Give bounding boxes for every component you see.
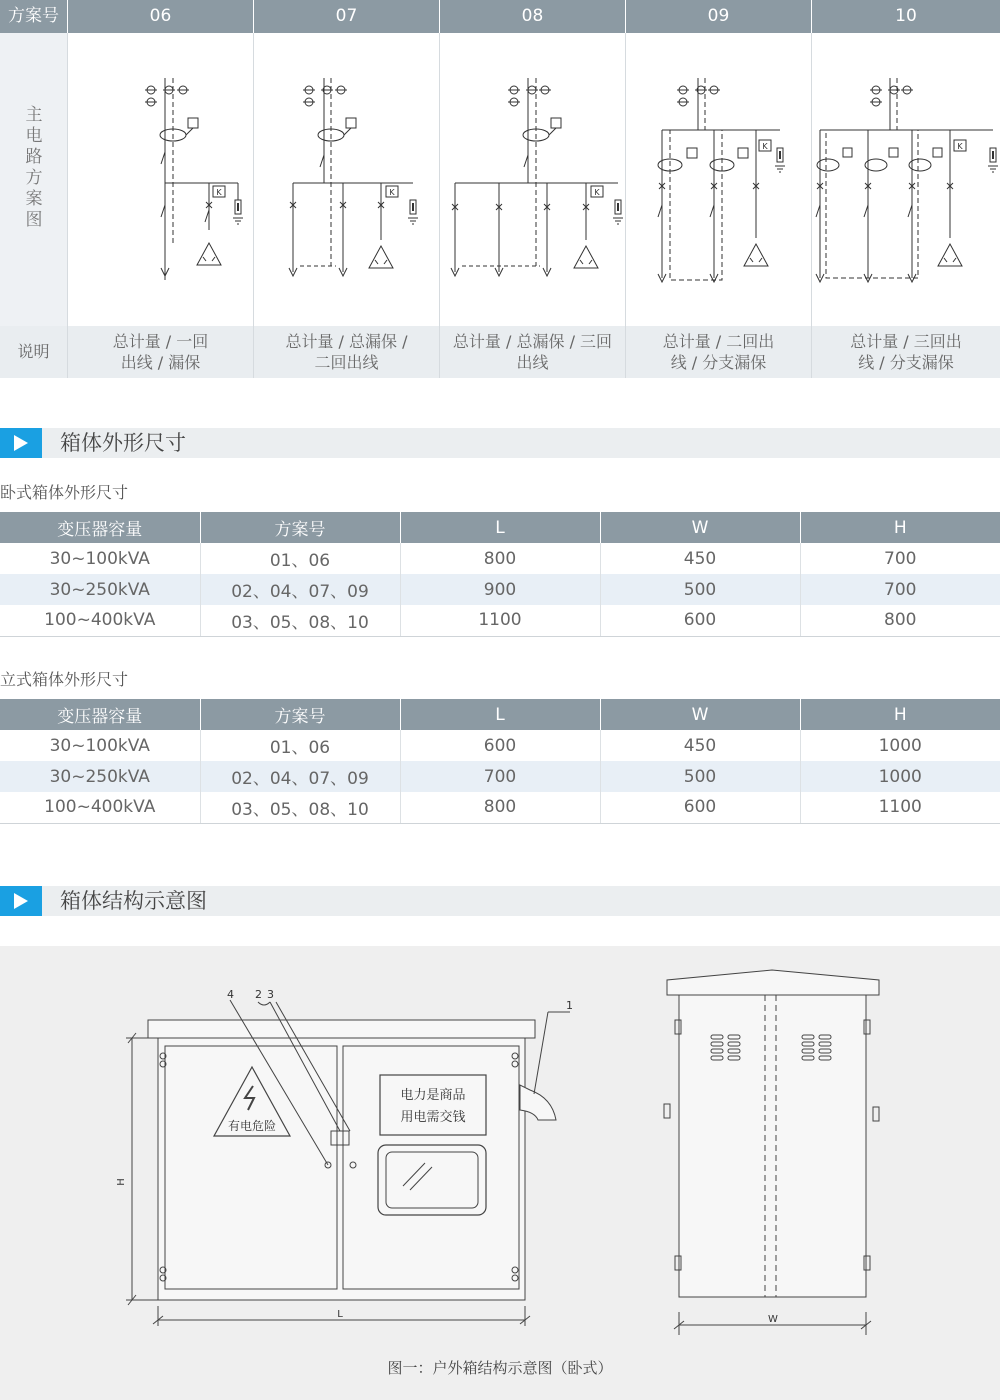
desc-line: 二回出线 [314,353,379,372]
dim-label-h: H [116,1178,127,1186]
scheme-no-10: 10 [812,0,1000,33]
table-cell: 900 [400,574,600,605]
cabinet-side-view [664,970,879,1335]
circuit-08 [451,78,623,276]
circuit-06 [145,78,243,280]
table-row [0,761,1000,792]
table-cell: 700 [884,548,917,569]
table-cell: 03、05、08、10 [200,605,400,636]
callout-2: 2 [255,988,262,1001]
sign-line-1: 电力是商品 [400,1088,466,1103]
table-cell: 02、04、07、09 [200,761,400,792]
col-header: W [600,512,800,543]
table-cell: 1100 [400,605,600,636]
table-cell: 600 [600,605,800,636]
desc-line: 出线 / 漏保 [120,353,201,372]
sign-line-2: 用电需交钱 [400,1110,466,1125]
table-cell: 800 [400,543,600,574]
table-cell: 03、05、08、10 [200,792,400,823]
col-header: W [600,699,800,730]
desc-line: 出线 [516,353,549,372]
scheme-desc-07 [254,326,439,378]
play-icon [0,428,42,458]
table-cell: 100~400kVA [0,605,200,636]
table-cell: 500 [600,761,800,792]
section-header-dimensions [0,428,1000,458]
table-cell: 450 [600,730,800,761]
circuit-07 [289,78,418,276]
callout-1: 1 [566,999,573,1012]
table-cell: 30~100kVA [0,730,200,761]
callout-4: 4 [227,988,234,1001]
relay-k: K [216,188,222,197]
vertical-box-title: 立式箱体外形尺寸 [0,670,129,689]
col-header: L [400,699,600,730]
section-title: 箱体结构示意图 [60,889,207,913]
desc-line: 总计量 / 一回 [112,332,209,351]
table-header-row [0,699,1000,730]
table-cell: 30~100kVA [0,543,200,574]
desc-line: 总计量 / 三回出 [850,332,962,351]
relay-k: K [594,188,600,197]
scheme-desc-09 [626,326,811,378]
table-cell: 1100 [800,792,1000,823]
cabinet-drawing [0,946,1000,1400]
scheme-desc-08 [440,326,625,378]
warning-text: 有电危险 [227,1119,277,1133]
horizontal-dimension-table [0,512,1000,637]
col-header: 变压器容量 [0,699,200,730]
scheme-table [0,0,1000,380]
circuit-10 [816,78,998,282]
table-cell: 01、06 [200,730,400,761]
col-header: 方案号 [200,512,400,543]
scheme-no-08: 08 [440,0,625,33]
desc-line: 线 / 分支漏保 [670,353,767,372]
table-row [0,543,1000,574]
table-row [0,730,1000,761]
callout-3: 3 [267,988,274,1001]
scheme-no-07: 07 [254,0,439,33]
table-header-row [0,512,1000,543]
col-header: 变压器容量 [0,512,200,543]
desc-line: 总计量 / 总漏保 / [285,332,408,351]
horizontal-box-title: 卧式箱体外形尺寸 [0,483,129,502]
table-cell: 700 [400,761,600,792]
structure-figure-panel [0,946,1000,1400]
dim-label-l: L [337,1309,343,1320]
table-cell: 600 [400,730,600,761]
relay-k: K [957,142,963,151]
table-row [0,605,1000,636]
scheme-no-06: 06 [68,0,253,33]
table-row [0,792,1000,823]
desc-line: 线 / 分支漏保 [858,353,954,372]
col-header: H [800,512,1000,543]
col-header: 方案号 [200,699,400,730]
figure-caption: 图一：户外箱结构示意图（卧式） [387,1359,613,1377]
dim-label-w: W [768,1314,778,1325]
relay-k: K [762,142,768,151]
table-cell: 800 [800,605,1000,636]
table-cell: 01、06 [200,543,400,574]
section-header-structure [0,886,1000,916]
table-cell: 500 [600,574,800,605]
scheme-desc-10 [812,326,1000,378]
vertical-dimension-table [0,699,1000,824]
col-header: L [400,512,600,543]
scheme-header-label: 方案号 [0,0,67,33]
desc-row-label: 说明 [0,326,67,378]
desc-line: 总计量 / 二回出 [662,332,775,351]
table-cell: 100~400kVA [0,792,200,823]
col-header: H [800,699,1000,730]
table-cell: 1000 [878,735,922,756]
play-icon [0,886,42,916]
table-cell: 600 [600,792,800,823]
table-cell: 800 [400,792,600,823]
cabinet-front-view [126,1000,570,1326]
table-cell: 30~250kVA [0,761,200,792]
table-cell: 450 [600,543,800,574]
table-cell: 30~250kVA [0,574,200,605]
table-cell: 1000 [800,761,1000,792]
circuit-09 [658,78,785,282]
scheme-desc-06 [68,326,253,378]
circuit-diagrams [0,33,1000,326]
scheme-no-09: 09 [626,0,811,33]
table-row [0,574,1000,605]
table-cell: 700 [800,574,1000,605]
diagram-row-label: 主电路方案图 [25,105,43,230]
section-title: 箱体外形尺寸 [60,431,186,455]
relay-k: K [389,188,395,197]
table-cell: 02、04、07、09 [200,574,400,605]
desc-line: 总计量 / 总漏保 / 三回 [452,332,613,351]
